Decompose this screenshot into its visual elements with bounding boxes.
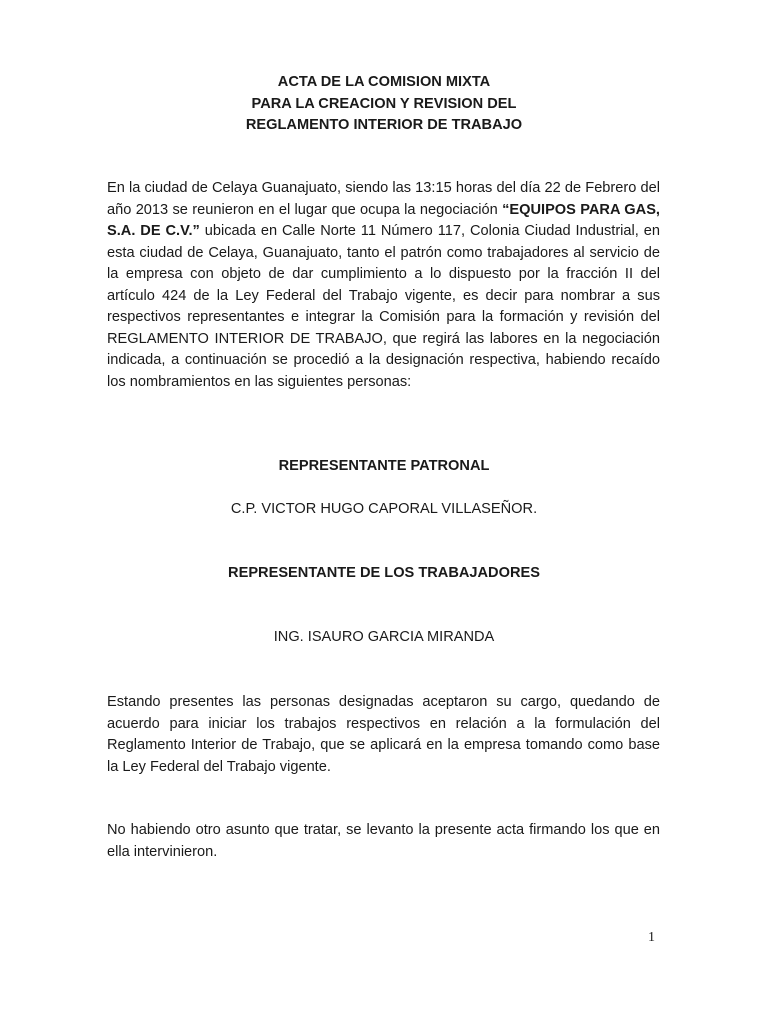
title-line-1: ACTA DE LA COMISION MIXTA (277, 74, 491, 90)
acceptance-paragraph: Estando presentes las personas designadas aceptaron su cargo, quedando de acuerdo para iniciar los trabajos respectivos en relación a la formulación del Reglamento Interior de Trabajo, que se aplicará en la empresa tomando como base la Ley Federal del Trabajo vigente. (107, 694, 660, 775)
document-title (0, 72, 768, 137)
closing-paragraph: No habiendo otro asunto que tratar, se levanto la presente acta firmando los que en ella intervinieron. (107, 822, 660, 860)
meeting-paragraph (107, 178, 660, 393)
title-line-2: PARA LA CREACION Y REVISION DEL (251, 95, 517, 112)
page-number: 1 (648, 930, 655, 945)
meeting-text-rest: ubicada en Calle Norte 11 Número 117, Colonia Ciudad Industrial, en esta ciudad de Celaya, Guanajuato, tanto el patrón como trabajadores al servicio de la empresa con objeto de dar cumplimiento a lo dispuesto por la fracción II del artículo 424 de la Ley Federal del Trabajo vigente, es decir para nombrar a sus respectivos representantes e integrar la Comisión para la formación y revisión del REGLAMENTO INTERIOR DE TRABAJO, que regirá las labores en la negociación indicada, a continuación se procedió a la designación respectiva, habiendo recaído los nombramientos en las siguientes personas: (107, 223, 660, 390)
employer-representative-heading: REPRESENTANTE PATRONAL (278, 458, 490, 474)
employer-representative-name: C.P. VICTOR HUGO CAPORAL VILLASEÑOR. (230, 501, 538, 517)
workers-representative-name: ING. ISAURO GARCIA MIRANDA (273, 629, 495, 645)
workers-representative-heading: REPRESENTANTE DE LOS TRABAJADORES (228, 565, 540, 581)
title-line-3: REGLAMENTO INTERIOR DE TRABAJO (245, 117, 523, 133)
meeting-text-intro: En la ciudad de Celaya Guanajuato, siendo las 13:15 horas del día 22 de Febrero del año 2013 se reunieron en el lugar que ocupa la negociación (107, 180, 660, 218)
company-name: “EQUIPOS PARA GAS, S.A. DE C.V.” (107, 201, 660, 239)
